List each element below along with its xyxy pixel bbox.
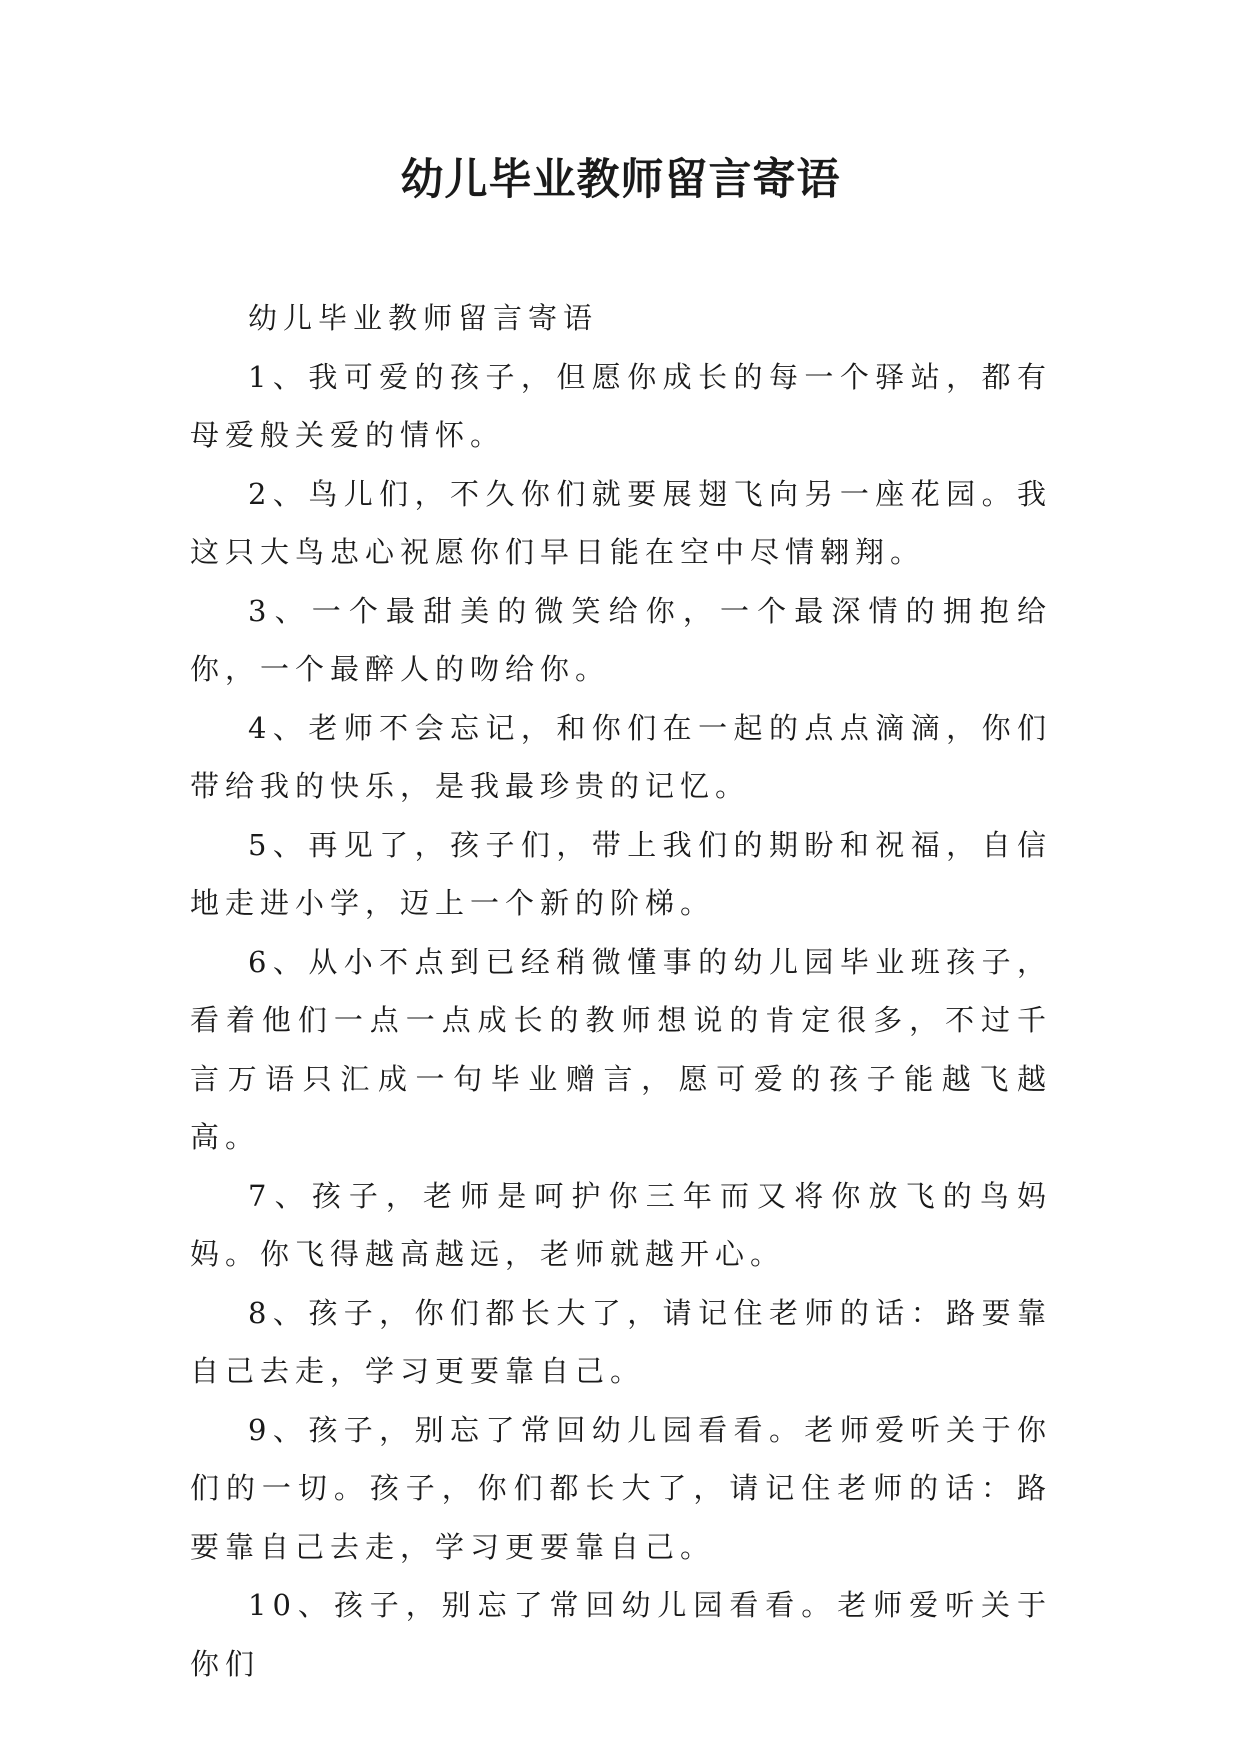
paragraph-item-5: 5、再见了，孩子们，带上我们的期盼和祝福，自信地走进小学，迈上一个新的阶梯。 <box>190 827 1052 920</box>
paragraph-item-1: 1、我可爱的孩子，但愿你成长的每一个驿站，都有母爱般关爱的情怀。 <box>190 359 1052 452</box>
paragraph-item-10: 10、孩子，别忘了常回幼儿园看看。老师爱听关于你们 <box>190 1588 1052 1681</box>
paragraph-subtitle: 幼儿毕业教师留言寄语 <box>248 301 599 335</box>
paragraph-item-9: 9、孩子，别忘了常回幼儿园看看。老师爱听关于你们的一切。孩子，你们都长大了，请记住老师的话：路要靠自己去走，学习更要靠自己。 <box>190 1412 1052 1564</box>
paragraph-item-3: 3、一个最甜美的微笑给你，一个最深情的拥抱给你，一个最醉人的吻给你。 <box>190 593 1052 686</box>
paragraph-item-8: 8、孩子，你们都长大了，请记住老师的话：路要靠自己去走，学习更要靠自己。 <box>190 1295 1052 1388</box>
paragraph-item-4: 4、老师不会忘记，和你们在一起的点点滴滴，你们带给我的快乐，是我最珍贵的记忆。 <box>190 710 1052 803</box>
paragraph-item-2: 2、鸟儿们，不久你们就要展翅飞向另一座花园。我这只大鸟忠心祝愿你们早日能在空中尽情翱翔。 <box>190 476 1052 569</box>
paragraph-item-6: 6、从小不点到已经稍微懂事的幼儿园毕业班孩子，看着他们一点一点成长的教师想说的肯定很多，不过千言万语只汇成一句毕业赠言，愿可爱的孩子能越飞越高。 <box>190 944 1052 1154</box>
document-title: 幼儿毕业教师留言寄语 <box>400 155 841 205</box>
document-body <box>190 289 1052 1693</box>
paragraph-item-7: 7、孩子，老师是呵护你三年而又将你放飞的鸟妈妈。你飞得越高越远，老师就越开心。 <box>190 1178 1052 1271</box>
